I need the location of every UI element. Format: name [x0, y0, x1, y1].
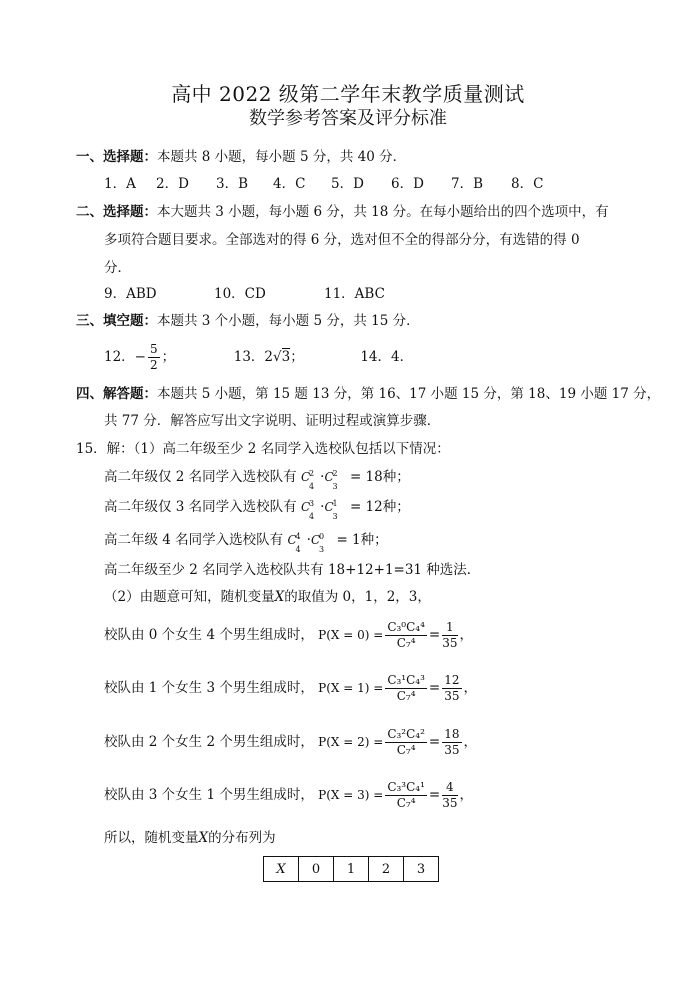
q15-case-1-text: 高二年级仅 2 名同学入选校队有 [104, 469, 297, 485]
section-1-answers [104, 174, 543, 194]
q15-case-2-text: 高二年级仅 3 名同学入选校队有 [104, 499, 297, 515]
result-denominator: 35 [442, 796, 458, 810]
answer-5: 5．D [331, 176, 364, 192]
denominator: C₇⁴ [396, 796, 416, 810]
q15-dist-var: X [198, 830, 209, 846]
q15-prob-2: 校队由 2 个女生 2 个男生组成时， P(X = 2) = $\frac{\text{C₃²C₄²}}{\text{C₇⁴}}$ = $\frac{18}{35}$ ， [104, 727, 478, 757]
result-numerator: 18 [444, 727, 460, 741]
answer-14: 14．4． [360, 349, 414, 365]
answer-12-prefix: 12．− [104, 349, 146, 365]
answer-7: 7．B [451, 176, 484, 192]
q15-case-3-result: = 1种； [336, 532, 388, 548]
section-2-line-2: 多项符合题目要求。全部选对的得 6 分，选对但不全的得部分分，有选错的得 0 [104, 232, 580, 248]
section-2 [76, 202, 609, 222]
q15-prob-0-result [442, 620, 457, 651]
table-cell: 1 [334, 857, 369, 882]
numerator: C₃³C₄¹ [387, 780, 425, 794]
answer-12-denominator: 2 [150, 358, 158, 372]
q15-case-3-text: 高二年级 4 名同学入选校队有 [104, 532, 284, 548]
q15-prob-2-fraction [385, 727, 427, 758]
q15-case-3: 高二年级 4 名同学入选校队有 C 4 4 ·C 0 3 = 1种； [104, 532, 388, 554]
q15-prob-2-label: P(X = 2) = [318, 735, 384, 749]
result-numerator: 12 [444, 673, 460, 687]
result-denominator: 35 [444, 743, 460, 757]
q15-prob-3-result [442, 780, 457, 811]
answer-12-numerator: 5 [150, 342, 158, 356]
numerator: C₃⁰C₄⁴ [387, 620, 425, 634]
q15-prob-2-result [442, 727, 461, 758]
answer-8: 8．C [511, 176, 544, 192]
document-subtitle: 数学参考答案及评分标准 [249, 108, 447, 129]
answer-11: 11．ABC [324, 286, 385, 302]
result-denominator: 35 [444, 689, 460, 703]
q15-prob-3-label: P(X = 3) = [318, 788, 384, 802]
q15-case-1: 高二年级仅 2 名同学入选校队有 C 2 4 ·C 2 3 = 18种； [104, 469, 410, 491]
denominator: C₇⁴ [396, 689, 416, 703]
denominator: C₇⁴ [396, 636, 416, 650]
section-2-line-1: 本大题共 3 小题，每小题 6 分，共 18 分。在每小题给出的四个选项中，有 [157, 204, 609, 220]
answer-4: 4．C [273, 176, 306, 192]
q15-prob-1: 校队由 1 个女生 3 个男生组成时， P(X = 1) = $\frac{\text{C₃¹C₄³}}{\text{C₇⁴}}$ = $\frac{12}{35}$ ， [104, 673, 478, 703]
q15-prob-1-text: 校队由 1 个女生 3 个男生组成时， [104, 680, 314, 696]
q15-prob-2-text: 校队由 2 个女生 2 个男生组成时， [104, 734, 314, 750]
q15-dist-rest: 的分布列为 [208, 830, 276, 846]
table-cell-x [264, 857, 299, 882]
table-cell: 2 [369, 857, 404, 882]
table-cell: 0 [299, 857, 334, 882]
answer-13-suffix: ； [290, 349, 304, 365]
q15-part-2-var: X [274, 589, 285, 605]
comb-c-3-2: C 2 3 [324, 469, 338, 491]
answer-13-radicand: 3 [281, 349, 291, 365]
q15-case-2: 高二年级仅 3 名同学入选校队有 C 3 4 ·C 1 3 = 12种； [104, 499, 410, 521]
section-1-text: 本题共 8 小题，每小题 5 分，共 40 分． [157, 149, 407, 165]
q15-prob-3: 校队由 3 个女生 1 个男生组成时， P(X = 3) = $\frac{\text{C₃³C₄¹}}{\text{C₇⁴}}$ = $\frac{4}{35}$ ， [104, 780, 474, 810]
comb-c-3-1: C 1 3 [324, 499, 338, 521]
section-4-line-1: 本题共 5 小题，第 15 题 13 分，第 16、17 小题 15 分，第 18、19 小题 17 分， [157, 386, 661, 402]
q15-prob-3-fraction [385, 780, 427, 811]
q15-prob-1-label: P(X = 1) = [318, 681, 384, 695]
answer-6: 6．D [391, 176, 424, 192]
section-4-line-2: 共 77 分．解答应写出文字说明、证明过程或演算步骤． [104, 413, 441, 429]
comb-c-4-3: C 3 4 [300, 499, 315, 521]
q15-head: 15．解：（1）高二年级至少 2 名同学入选校队包括以下情况： [76, 441, 450, 457]
q15-prob-1-fraction [385, 673, 427, 704]
q15-case-1-result: = 18种； [349, 469, 410, 485]
answer-9: 9．ABD [104, 286, 157, 302]
section-1-label: 一、选择题： [76, 149, 157, 165]
q15-prob-3-text: 校队由 3 个女生 1 个男生组成时， [104, 787, 314, 803]
answer-10: 10．CD [214, 286, 266, 302]
result-denominator: 35 [442, 636, 458, 650]
document-title: 高中 2022 级第二学年末教学质量测试 [171, 82, 525, 106]
q15-prob-0: 校队由 0 个女生 4 个男生组成时， P(X = 0) = $\frac{\text{C₃⁰C₄⁴}}{\text{C₇⁴}}$ = $\frac{1}{35}$ ， [104, 620, 474, 650]
q15-total: 高二年级至少 2 名同学入选校队共有 18+12+1=31 种选法． [104, 562, 481, 578]
q15-dist-intro [104, 828, 276, 848]
answer-3: 3．B [216, 176, 249, 192]
section-2-label: 二、选择题： [76, 204, 157, 220]
numerator: C₃²C₄² [387, 727, 425, 741]
comb-c-3-0: C 0 3 [310, 532, 325, 554]
q15-prob-0-fraction [385, 620, 427, 651]
q15-case-2-result: = 12种； [349, 499, 410, 515]
section-1 [76, 147, 406, 167]
answer-12-fraction [148, 342, 160, 373]
section-3-label: 三、填空题： [76, 313, 157, 329]
distribution-table [263, 856, 439, 882]
comb-c-4-4: C 4 4 [287, 532, 301, 554]
result-numerator: 1 [442, 620, 457, 636]
answer-13: 13．2 [233, 349, 274, 365]
q15-prob-0-label: P(X = 0) = [318, 628, 384, 642]
sqrt-symbol: √ [273, 349, 282, 365]
q15-part-2-rest: 的取值为 0，1，2，3， [284, 589, 431, 605]
q15-dist-intro-text: 所以，随机变量 [104, 830, 199, 846]
q15-part-2 [104, 587, 431, 607]
answer-2: 2．D [156, 176, 189, 192]
result-numerator: 4 [442, 780, 457, 796]
denominator: C₇⁴ [396, 743, 416, 757]
section-3 [76, 311, 420, 331]
section-4 [76, 384, 660, 404]
table-row [264, 857, 439, 882]
section-3-answers [104, 340, 413, 374]
answer-12-suffix: ； [161, 349, 176, 365]
q15-prob-1-result [442, 673, 461, 704]
table-cell-var: X [276, 861, 286, 877]
section-2-answers [104, 284, 385, 304]
answer-1: 1．A [104, 176, 136, 192]
table-cell: 3 [404, 857, 439, 882]
numerator: C₃¹C₄³ [387, 673, 425, 687]
q15-part-2-text: （2）由题意可知，随机变量 [104, 589, 275, 605]
section-3-text: 本题共 3 个小题，每小题 5 分，共 15 分． [157, 313, 420, 329]
comb-c-4-2: C 2 4 [300, 469, 315, 491]
q15-prob-0-text: 校队由 0 个女生 4 个男生组成时， [104, 627, 314, 643]
section-4-label: 四、解答题： [76, 386, 157, 402]
section-2-line-3: 分． [104, 260, 131, 276]
